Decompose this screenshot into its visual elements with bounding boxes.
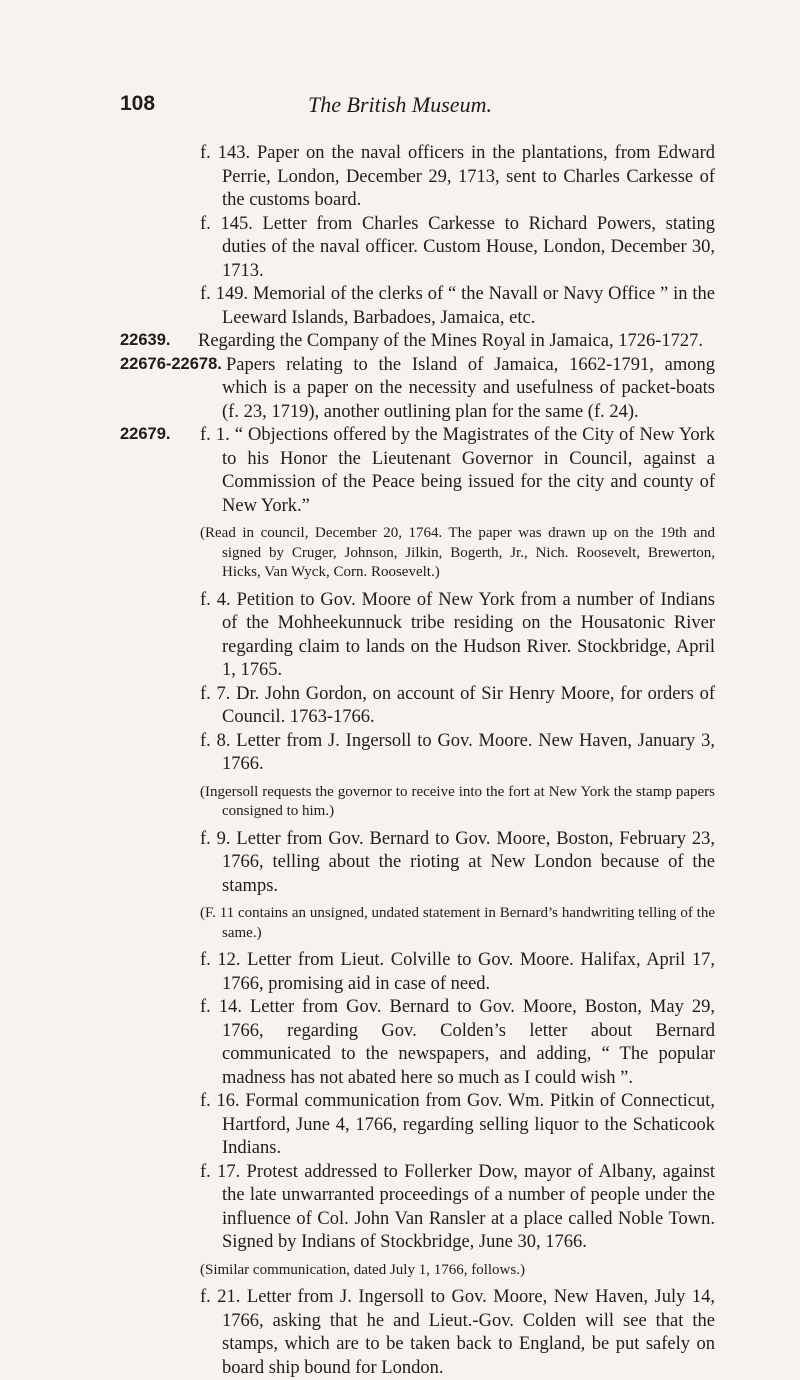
folio-paragraph: f. 8. Letter from J. Ingersoll to Gov. Moore. New Haven, January 3, 1766.: [200, 730, 715, 774]
folio-paragraph: f. 9. Letter from Gov. Bernard to Gov. Moore, Boston, February 23, 1766, telling about the rioting at New London because of the stamps.: [200, 828, 715, 896]
folio-paragraph: f. 16. Formal communication from Gov. Wm. Pitkin of Connecticut, Hartford, June 4, 1766, regarding selling liquor to the Schaticook Indians.: [200, 1091, 715, 1158]
folio-paragraph: f. 143. Paper on the naval officers in the plantations, from Edward Perrie, London, December 29, 1713, sent to Charles Carkesse of the customs board.: [200, 143, 715, 210]
entry-text: Papers relating to the Island of Jamaica, 1662-1791, among which is a paper on the necessity and usefulness of packet-boats (f. 23, 1719), another outlining plan for the same (f. 24).: [222, 354, 715, 422]
editorial-note: (Ingersoll requests the governor to receive into the fort at New York the stamp papers consigned to him.): [200, 783, 715, 819]
page-number: 108: [120, 92, 156, 115]
folio-paragraph: f. 21. Letter from J. Ingersoll to Gov. Moore, New Haven, July 14, 1766, asking that he and Lieut.-Gov. Colden will see that the stamps, which are to be taken back to England, be put safely on board ship bound for London.: [200, 1287, 715, 1378]
folio-paragraph: f. 7. Dr. John Gordon, on account of Sir Henry Moore, for orders of Council. 1763-1766.: [200, 683, 715, 727]
folio-paragraph: f. 12. Letter from Lieut. Colville to Gov. Moore. Halifax, April 17, 1766, promising aid in case of need.: [200, 950, 715, 994]
editorial-note: (Similar communication, dated July 1, 1766, follows.): [200, 1261, 525, 1278]
editorial-note: (Read in council, December 20, 1764. The paper was drawn up on the 19th and signed by Cruger, Johnson, Jilkin, Bogerth, Jr., Nich. Roosevelt, Brewerton, Hicks, Van Wyck, Corn. Roosevelt.): [200, 525, 715, 580]
manuscript-entry: [0, 354, 800, 425]
folio-paragraph: f. 17. Protest addressed to Follerker Dow, mayor of Albany, against the late unwarranted proceedings of a number of people under the influence of Col. John Van Ransler at a place called Noble Town. Signed by Indians of Stockbridge, June 30, 1766.: [200, 1161, 715, 1252]
entry-number: 22639.: [120, 331, 171, 349]
running-head: The British Museum.: [308, 92, 492, 117]
page-body: [0, 142, 800, 1380]
manuscript-entry: [0, 330, 800, 354]
entry-number: 22676-22678.: [120, 354, 222, 373]
folio-paragraph: f. 145. Letter from Charles Carkesse to Richard Powers, stating duties of the naval officer. Custom House, London, December 30, 1713.: [200, 213, 715, 281]
entry-number: 22679.: [120, 425, 171, 443]
editorial-note: (F. 11 contains an unsigned, undated statement in Bernard’s handwriting telling of the same.): [200, 905, 715, 941]
page-header: [0, 92, 800, 122]
entry-text: Regarding the Company of the Mines Royal in Jamaica, 1726-1727.: [198, 331, 704, 351]
folio-paragraph: f. 4. Petition to Gov. Moore of New York from a number of Indians of the Mohheekunnuck tribe residing on the Housatonic River regarding claim to lands on the Hudson River. Stockbridge, April 1, 1765.: [200, 589, 715, 680]
folio-paragraph: f. 14. Letter from Gov. Bernard to Gov. Moore, Boston, May 29, 1766, regarding Gov. Colden’s letter about Bernard communicated to the newspapers, and adding, “ The popular madness has not abated here so much as I could wish ”.: [200, 997, 715, 1088]
entry-text: f. 1. “ Objections offered by the Magistrates of the City of New York to his Honor the Lieutenant Governor in Council, against a Commission of the Peace being issued for the city and county of New York.”: [200, 425, 715, 516]
folio-paragraph: f. 149. Memorial of the clerks of “ the Navall or Navy Office ” in the Leeward Islands, Barbadoes, Jamaica, etc.: [200, 284, 715, 328]
manuscript-entry: [0, 424, 800, 518]
